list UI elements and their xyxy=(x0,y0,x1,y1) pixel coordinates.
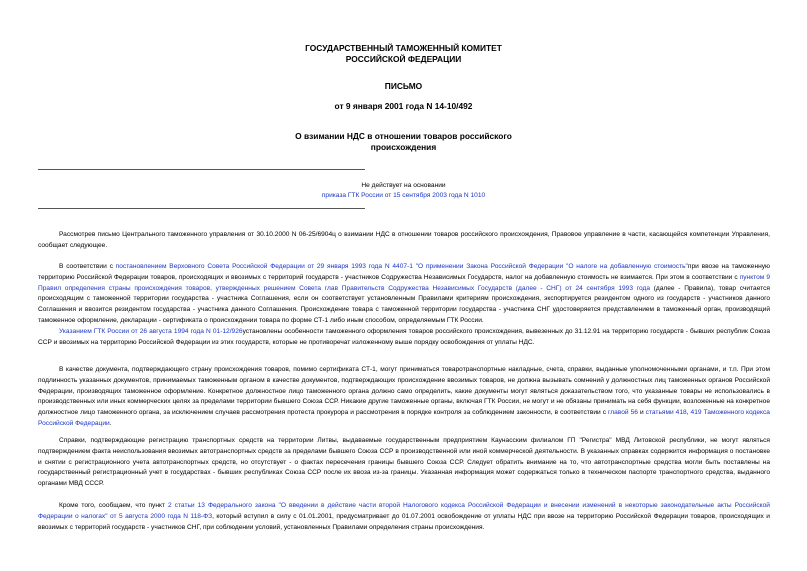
text: В соответствии с xyxy=(59,263,116,270)
text: Кроме того, сообщаем, что пункт xyxy=(59,502,168,509)
paragraph-documents xyxy=(38,365,770,430)
paragraph-instruction xyxy=(38,327,770,349)
document-subject xyxy=(0,131,807,152)
text: установлены особенности таможенного оформления товаров российского происхождения, вывезенных до 31.12.91 на территорию государств - бывших республик Союза ССР и ввозимых на территорию Российской Федерации из этих государств, которые не противоречат изложенному выше порядку освобождения от уплаты НДС. xyxy=(38,328,771,346)
text: , который вступил в силу с 01.01.2001, предусматривает до 01.07.2001 освобождение от уплаты НДС при ввозе на территорию Российской Федерации товаров, происходящих и ввозимых с территорий государств - участников СНГ, при соблюдении условий, установленных Правилами определения страны происхождения. xyxy=(38,512,770,531)
text: В качестве документа, подтверждающего страну происхождения товаров, помимо сертификата СТ-1, могут приниматься товаротранспортные накладные, счета, справки, выданные уполномоченными органами, и т.п. При этом подлинность указанных документов, принимаемых таможенным органом в качестве документов, подтверждающих происхождение ввозимых товаров, не должна вызывать сомнений у должностных лиц таможенных органов Российской Федерации, производящих таможенное оформление. Конкретное должностное лицо таможенного органа должно само определить, какие документы могут являться доказательством того, что указанные товары не использовались в производственных или иных коммерческих целях за пределами территории бывшего Союза ССР. Никакие другие таможенные органы, включая ГТК России, не могут и не обязаны принимать на себя функции, возложенные на конкретное должностное лицо таможенного органа, за исключением случаев рассмотрения протеста прокурора и рассмотрения в порядке контроля за соблюдением законности, в соответствии с xyxy=(38,366,770,417)
article-419-link[interactable]: 419 Таможенного кодекса Российской Федерации xyxy=(38,409,770,427)
org-line-2: РОССИЙСКОЙ ФЕДЕРАЦИИ xyxy=(345,53,462,64)
status-order-link[interactable]: приказа ГТК России от 15 сентября 2003 года N 1010 xyxy=(321,192,486,199)
document-date-number: от 9 января 2001 года N 14-10/492 xyxy=(334,101,473,111)
organization-name xyxy=(0,43,807,64)
subject-line-1: О взимании НДС в отношении товаров российского xyxy=(295,131,512,141)
org-line-1: ГОСУДАРСТВЕННЫЙ ТАМОЖЕННЫЙ КОМИТЕТ xyxy=(305,43,502,53)
text: (далее - Правила), товар считается происходящим с таможенной территории государства - участника Соглашения, если он соответствует установленным Правилами критериям происхождения, экспортируется резидентом одного из государств - участников данного Соглашения и ввозится резидентом государства - участника данного Соглашения. Происхождение товара с таможенной территории государства - участника СНГ удостоверяется представлением в таможенный орган, производящий таможенное оформление, декларации - сертификата о происхождении товара по форме СТ-1 либо иным способом, определяемым ГТК России. xyxy=(38,284,770,324)
text: . xyxy=(109,419,112,427)
document-type: ПИСЬМО xyxy=(384,81,423,91)
resolution-link[interactable]: постановлением Верховного Совета Российской Федерации от 29 января 1993 года N 4407-1 "О применении Закона Российской Федерации "О налоге на добавленную стоимость" xyxy=(115,263,688,270)
chapter-56-link[interactable]: главой 56 xyxy=(608,409,638,417)
federal-law-link[interactable]: 2 статьи 13 Федерального закона "О введении в действие части второй Налогового кодекса Российской Федерации и внесении изменений в некоторые законодательные акты Российской Федерации о налогах" от 5 августа 2000 года N 118-ФЗ xyxy=(38,502,770,520)
status-note xyxy=(0,181,807,201)
divider-bottom xyxy=(38,208,365,209)
paragraph-intro-text: Рассмотрев письмо Центрального таможенного управления от 30.10.2000 N 06-25/6904ц о взимании НДС в отношении товаров российского происхождения, Правовое управление в части, касающейся компетенции Управления, сообщает следующее. xyxy=(38,231,770,249)
paragraph-lithuania xyxy=(38,436,770,490)
divider-top xyxy=(38,169,365,170)
article-418-link[interactable]: статьями 418 xyxy=(645,409,687,417)
paragraph-lithuania-text: Справки, подтверждающие регистрацию транспортных средств на территории Литвы, выдаваемые государственным предприятием Каунасским филиалом ГП "Регистра" МВД Литовской республики, не могут являться подтверждением факта неиспользования ввозимых автотранспортных средств за пределами бывшего Союза ССР в производственной или иной коммерческой деятельности. В указанных справках содержится информация о постановке и снятии с регистрационного учета автотранспортных средств, но отсутствует - о фактах пересечения границы бывшего Союза ССР. Следует обратить внимание на то, что автотранспортные средства могли быть поставлены на государственный регистрационный учет в государствах - бывших республиках Союза ССР после их ввоза из-за границы. Указанная информация может содержаться только в техническом паспорте транспортного средства, выданного органами МВД СССР. xyxy=(38,437,770,488)
instruction-link[interactable]: Указанием ГТК России от 26 августа 1994 года N 01-12/926 xyxy=(59,328,243,335)
paragraph-federal-law xyxy=(38,501,770,533)
text: и xyxy=(637,409,646,417)
paragraph-intro xyxy=(38,230,770,252)
status-text: Не действует на основании xyxy=(361,182,446,189)
subject-line-2: происхождения xyxy=(370,141,437,152)
paragraph-vat-rules xyxy=(38,262,770,327)
origin-rules-link[interactable]: пунктом 9 Правил определения страны происхождения товаров, утвержденных решением Совета глав Правительств Содружества Независимых Государств (далее - СНГ) от 24 сентября 1993 года xyxy=(38,273,770,292)
text: , xyxy=(686,409,691,417)
text: при ввозе на таможенную территорию Российской Федерации товаров, происходящих и ввозимых с территорий государств - участников Содружества Независимых Государств, налог на добавленную стоимость не взимается. При этом в соответствии с xyxy=(38,263,770,281)
